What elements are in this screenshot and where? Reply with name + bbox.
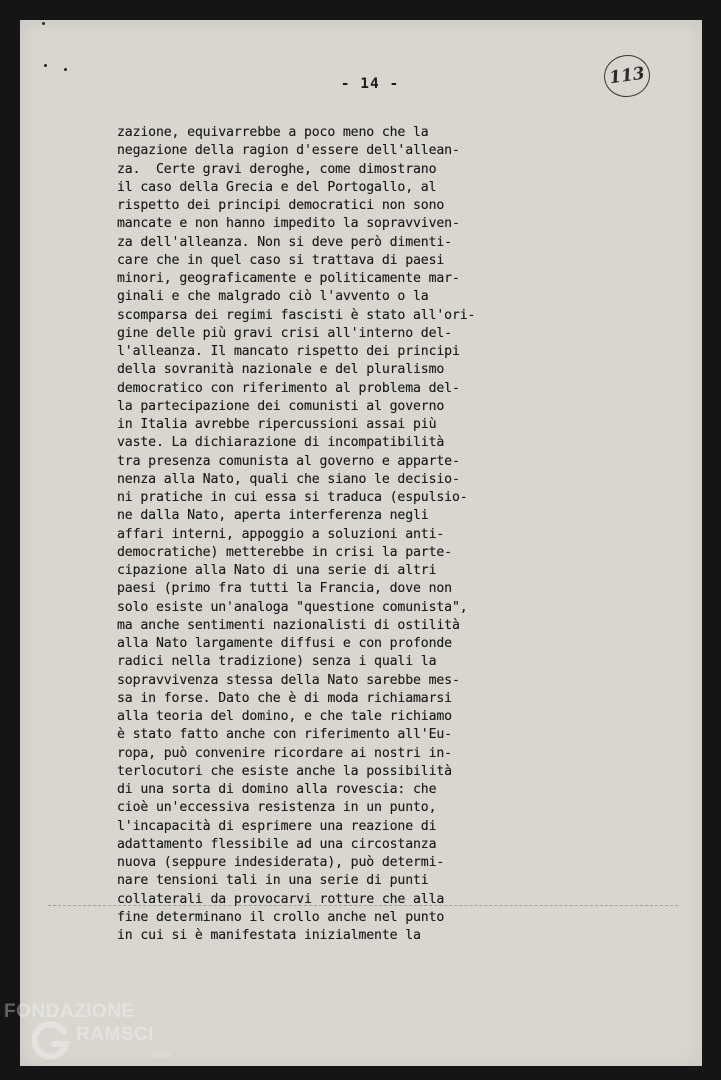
archive-stamp: 113 — [601, 52, 652, 100]
body-line: nenza alla Nato, quali che siano le decisio- — [117, 471, 460, 487]
body-line: l'alleanza. Il mancato rispetto dei principi — [117, 344, 460, 359]
body-line: adattamento flessibile ad una circostanza — [117, 836, 437, 852]
typewritten-body — [117, 124, 507, 945]
watermark-suffix: onlus — [150, 1050, 172, 1060]
watermark-line2: RAMSCI — [76, 1024, 154, 1045]
body-line: paesi (primo fra tutti la Francia, dove non — [117, 581, 452, 597]
body-line: è stato fatto anche con riferimento all'Eu- — [117, 727, 452, 743]
body-line: alla teoria del domino, e che tale richiamo — [117, 709, 452, 724]
punch-mark — [64, 68, 67, 71]
body-line: della sovranità nazionale e del pluralismo — [117, 362, 445, 378]
body-line: mancate e non hanno impedito la sopravviven- — [117, 216, 460, 232]
body-line: democratico con riferimento al problema del- — [117, 380, 460, 396]
body-line: ginali e che malgrado ciò l'avvento o la — [117, 289, 429, 305]
body-line: rispetto dei principi democratici non sono — [117, 198, 445, 213]
watermark-line1: FONDAZIONE — [4, 1001, 135, 1022]
body-line: in cui si è manifestata inizialmente la — [117, 928, 421, 943]
body-line: alla Nato largamente diffusi e con profonde — [117, 636, 452, 651]
body-line: cipazione alla Nato di una serie di altri — [117, 563, 437, 578]
body-line: radici nella tradizione) senza i quali la — [117, 654, 437, 670]
body-line: democratiche) metterebbe in crisi la parte- — [117, 544, 452, 560]
body-line: collaterali da provocarvi rotture che alla — [117, 891, 445, 907]
body-line: di una sorta di domino alla rovescia: che — [117, 782, 437, 797]
body-line: scomparsa dei regimi fascisti è stato all'ori- — [117, 307, 476, 323]
body-line: care che in quel caso si trattava di paesi — [117, 252, 445, 268]
body-line: cioè un'eccessiva resistenza in un punto, — [117, 800, 437, 816]
body-line: tra presenza comunista al governo e apparte- — [117, 453, 460, 469]
body-line: ne dalla Nato, aperta interferenza negli — [117, 508, 429, 524]
body-line: negazione della ragion d'essere dell'allean- — [117, 143, 460, 159]
body-line: sa in forse. Dato che è di moda richiamarsi — [117, 690, 452, 706]
body-line: nuova (seppure indesiderata), può determi- — [117, 855, 445, 870]
body-line: fine determinano il crollo anche nel punto — [117, 909, 445, 925]
body-line: za. Certe gravi deroghe, come dimostrano — [117, 161, 437, 177]
body-line: solo esiste un'analoga "questione comunista", — [117, 599, 468, 615]
body-line: in Italia avrebbe ripercussioni assai più — [117, 417, 437, 432]
body-line: nare tensioni tali in una serie di punti — [117, 873, 429, 889]
body-line: affari interni, appoggio a soluzioni anti- — [117, 526, 445, 542]
body-line: ma anche sentimenti nazionalisti di ostilità — [117, 617, 460, 633]
body-line: la partecipazione dei comunisti al governo — [117, 398, 445, 414]
body-line: terlocutori che esiste anche la possibilità — [117, 763, 452, 779]
body-line: ropa, può convenire ricordare ai nostri in- — [117, 745, 452, 761]
body-line: il caso della Grecia e del Portogallo, al — [117, 179, 437, 195]
body-line: l'incapacità di esprimere una reazione di — [117, 818, 437, 834]
punch-mark — [42, 22, 45, 25]
body-line: minori, geograficamente e politicamente mar- — [117, 271, 460, 286]
body-line: za dell'alleanza. Non si deve però dimenti- — [117, 234, 452, 250]
body-line: zazione, equivarrebbe a poco meno che la — [117, 125, 429, 140]
body-line: gine delle più gravi crisi all'interno del- — [117, 325, 452, 341]
body-line: sopravvivenza stessa della Nato sarebbe mes- — [117, 672, 460, 688]
page-number: - 14 - — [340, 76, 400, 92]
body-line: vaste. La dichiarazione di incompatibilità — [117, 435, 445, 451]
fold-line — [48, 905, 678, 906]
body-line: ni pratiche in cui essa si traduca (espulsio- — [117, 490, 468, 505]
punch-mark — [44, 64, 47, 67]
